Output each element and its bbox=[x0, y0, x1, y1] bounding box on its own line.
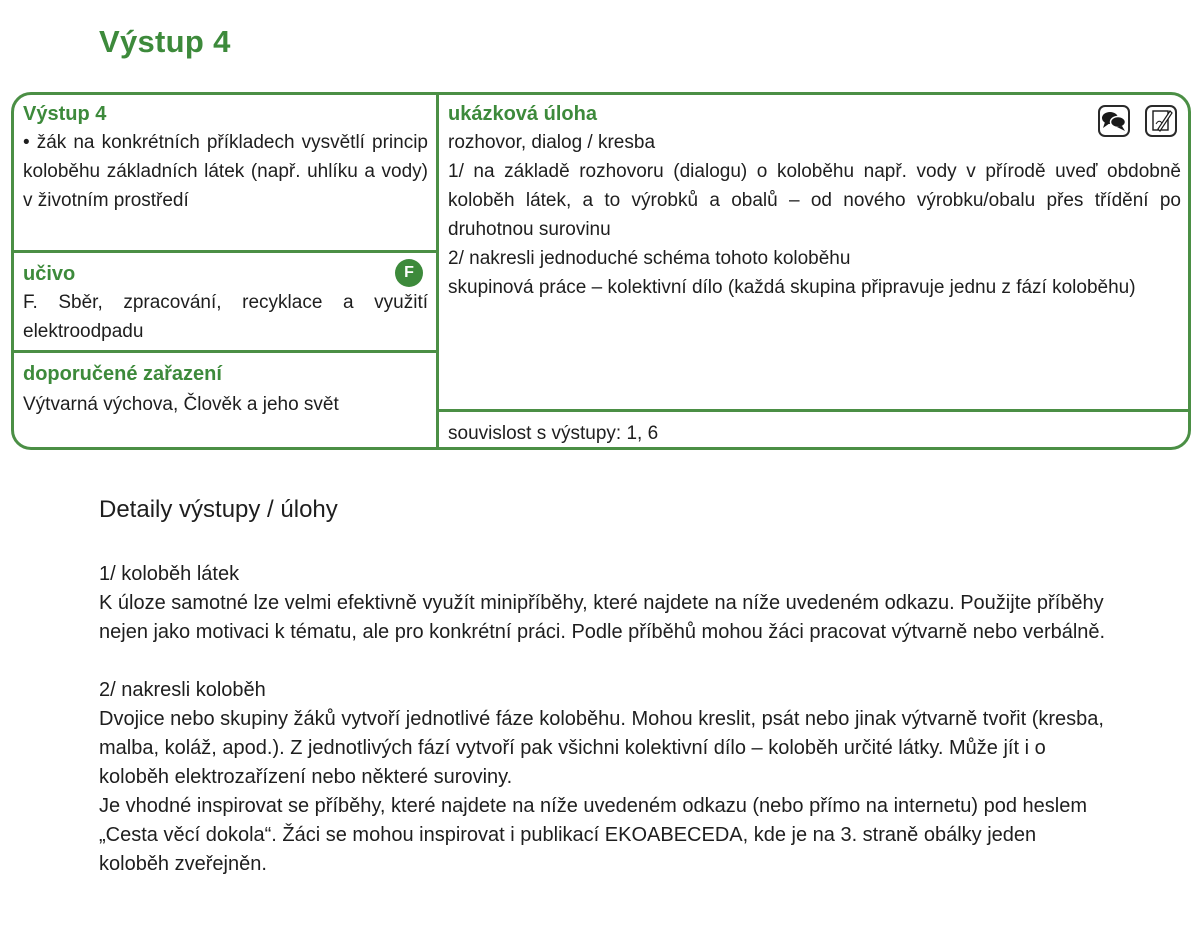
vystup-bullet: • žák na konkrétních příkladech vysvětlí princip koloběhu základních látek (např. uhlíku a vody) v životním prostředí bbox=[23, 132, 428, 211]
uloha-heading: ukázková úloha bbox=[448, 103, 597, 125]
zarazeni-cell bbox=[23, 360, 428, 419]
section2-text-1: Dvojice nebo skupiny žáků vytvoří jednotlivé fáze koloběhu. Mohou kreslit, psát nebo jinak výtvarně tvořit (kresba, malba, koláž, apod.). Z jednotlivých fází vytvoří pak všichni kolektivní dílo – koloběh určité látky. Může jít i o koloběh elektrozařízení nebo některé suroviny. bbox=[99, 708, 1104, 788]
ucivo-cell bbox=[23, 260, 428, 346]
card-divider-right bbox=[436, 409, 1191, 412]
uloha-line-4: skupinová práce – kolektivní dílo (každá skupina připravuje jednu z fází koloběhu) bbox=[448, 277, 1136, 298]
details-section bbox=[99, 494, 1109, 879]
uloha-line-3: 2/ nakresli jednoduché schéma tohoto koloběhu bbox=[448, 248, 851, 269]
uloha-cell bbox=[448, 100, 1181, 302]
zarazeni-text: Výtvarná výchova, Člověk a jeho svět bbox=[23, 394, 339, 415]
vystup-heading: Výstup 4 bbox=[23, 103, 107, 125]
ucivo-heading: učivo bbox=[23, 263, 76, 285]
uloha-line-2: 1/ na základě rozhovoru (dialogu) o koloběhu např. vody v přírodě uveď obdobně koloběh látek, a to výrobků a obalů – od nového výrobku/obalu přes třídění po druhotnou surovinu bbox=[448, 161, 1181, 240]
subject-f-badge-icon: F bbox=[395, 259, 423, 287]
souvislost-text: souvislost s výstupy: 1, 6 bbox=[448, 423, 659, 444]
speech-bubbles-icon bbox=[1098, 105, 1130, 137]
vystup-cell bbox=[23, 100, 428, 215]
card-divider-left-2 bbox=[14, 350, 436, 353]
section2-title: 2/ nakresli koloběh bbox=[99, 679, 266, 701]
section1-text: K úloze samotné lze velmi efektivně využít minipříběhy, které najdete na níže uvedeném odkazu. Použijte příběhy nejen jako motivaci k tématu, ale pro konkrétní práci. Podle příběhů mohou žáci pracovat výtvarně nebo verbálně. bbox=[99, 592, 1106, 643]
section2-text-2: Je vhodné inspirovat se příběhy, které najdete na níže uvedeném odkazu (nebo přímo na internetu) pod heslem „Cesta věcí dokola“. Žáci se mohou inspirovat i publikací EKOABECEDA, kde je na 3. straně obálky jeden koloběh zveřejněn. bbox=[99, 795, 1088, 875]
section1-title: 1/ koloběh látek bbox=[99, 563, 240, 585]
zarazeni-heading: doporučené zařazení bbox=[23, 363, 222, 385]
info-card bbox=[11, 92, 1191, 450]
pencil-paper-icon bbox=[1145, 105, 1177, 137]
card-divider-vertical bbox=[436, 95, 439, 447]
uloha-line-1: rozhovor, dialog / kresba bbox=[448, 132, 656, 153]
card-divider-left-1 bbox=[14, 250, 436, 253]
details-heading: Detaily výstupy / úlohy bbox=[99, 496, 338, 523]
souvislost-cell bbox=[448, 419, 1181, 448]
page-title: Výstup 4 bbox=[99, 24, 231, 59]
ucivo-text: F. Sběr, zpracování, recyklace a využití elektroodpadu bbox=[23, 292, 428, 342]
